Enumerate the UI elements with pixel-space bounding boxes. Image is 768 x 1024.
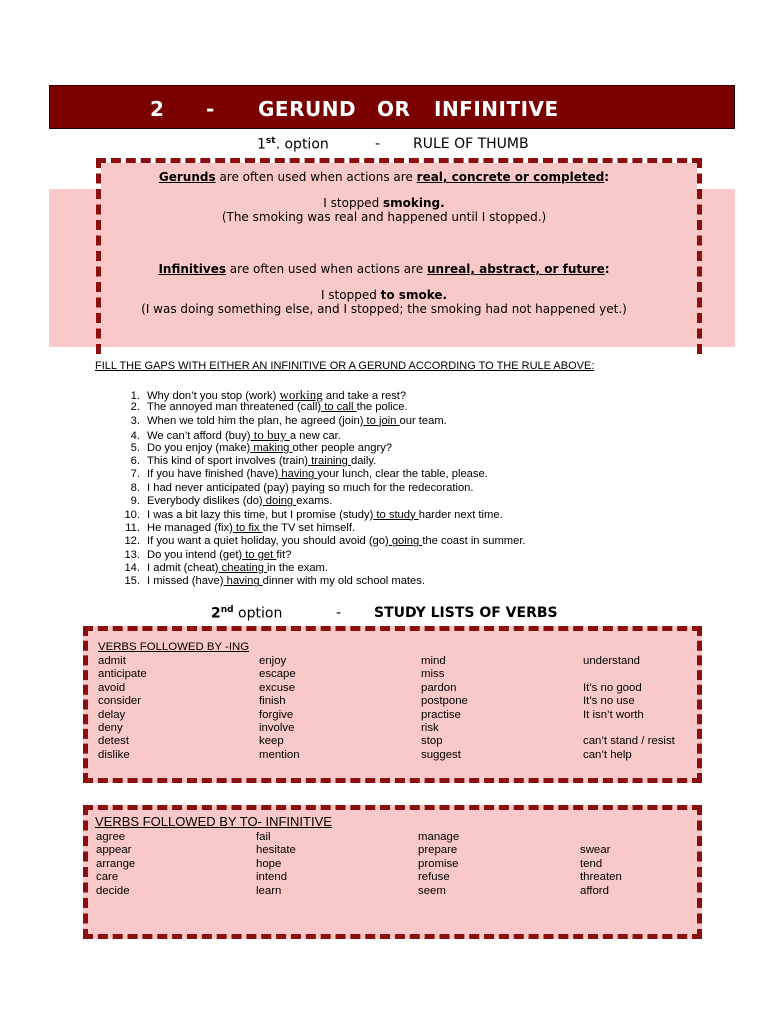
exercise-item-prompt: Everybody dislikes (do) — [147, 495, 263, 508]
verb-item: intend — [256, 871, 288, 884]
infinitive-example-note: (I was doing something else, and I stopped; the smoking had not happened yet.) — [141, 302, 627, 316]
verb-item: learn — [256, 884, 282, 897]
exercise-item-number: 1. — [130, 390, 140, 402]
verb-item: admit — [98, 655, 126, 667]
exercise-item-answer: working — [279, 387, 323, 402]
exercise-item-number: 11. — [125, 521, 140, 534]
exercise-item-answer: having — [223, 575, 263, 588]
option2-label: 2nd option — [211, 605, 283, 622]
option2-dash: - — [336, 605, 342, 621]
verb-item: keep — [259, 735, 284, 748]
exercise-item-answer: to fix — [232, 521, 263, 534]
verb-item: practise — [421, 708, 461, 721]
exercise-item — [110, 468, 526, 481]
exercise-item-number: 10. — [124, 508, 140, 521]
exercise-item — [110, 428, 526, 441]
title-word-gerund: GERUND — [258, 97, 357, 121]
verb-item: stop — [421, 735, 443, 748]
exercise-item-rest: dinner with my old school mates. — [262, 575, 425, 588]
infinitive-verbs-heading: VERBS FOLLOWED BY TO- INFINITIVE — [95, 814, 332, 829]
verb-item: threaten — [580, 871, 622, 884]
exercise-item-answer: to call — [321, 401, 357, 414]
option2-title: STUDY LISTS OF VERBS — [374, 605, 558, 621]
exercise-item-prompt: When we told him the plan, he agreed (join) — [147, 414, 364, 427]
verb-item: arrange — [96, 857, 136, 870]
exercise-item-rest: daily. — [350, 454, 377, 467]
verb-item: deny — [98, 721, 123, 734]
exercise-item-rest: our team. — [399, 414, 447, 427]
exercise-item-answer: having — [278, 468, 318, 481]
verb-item: finish — [259, 695, 286, 708]
exercise-item — [110, 535, 526, 548]
exercise-item-number: 13. — [124, 548, 140, 561]
exercise-item-prompt: He managed (fix) — [147, 521, 233, 534]
exercise-item-prompt: I was a bit lazy this time, but I promise (study) — [147, 508, 374, 521]
exercise-item-rest: your lunch, clear the table, please. — [317, 468, 488, 481]
rule-box-border — [96, 158, 702, 354]
verb-item: It’s no use — [583, 695, 635, 708]
exercise-item-prompt: I had never anticipated (pay) paying so much for the redecoration. — [147, 481, 474, 494]
exercise-item-prompt: If you want a quiet holiday, you should avoid (go) — [147, 535, 389, 548]
exercise-item-answer: doing — [262, 495, 297, 508]
verb-item: seem — [418, 884, 446, 897]
verb-item: refuse — [418, 871, 450, 884]
exercise-item-prompt: Why don’t you stop (work) — [147, 390, 280, 402]
title-number: 2 — [150, 97, 165, 121]
verb-item: detest — [98, 735, 130, 748]
exercise-item — [110, 509, 526, 522]
exercise-item-answer: to study — [373, 508, 419, 521]
inf-col-3 — [418, 831, 459, 898]
verb-item: excuse — [259, 681, 296, 694]
exercise-item-prompt: We can’t afford (buy) — [147, 430, 251, 443]
option1-title: RULE OF THUMB — [413, 136, 529, 152]
exercise-item — [110, 562, 526, 575]
exercise-item-rest: other people angry? — [292, 441, 393, 454]
verb-item: mind — [421, 655, 446, 667]
verb-item: tend — [580, 857, 603, 870]
verb-item: consider — [98, 695, 142, 708]
exercise-item-rest: and take a rest? — [322, 390, 407, 402]
exercise-item-number: 2. — [130, 401, 140, 414]
exercise-item — [110, 401, 526, 414]
gerund-example-note: (The smoking was real and happened until I stopped.) — [221, 210, 547, 224]
verb-item — [580, 831, 622, 844]
exercise-item-answer: to get — [242, 548, 277, 561]
ing-col-4 — [583, 655, 675, 762]
verb-item — [583, 668, 675, 681]
exercise-item-prompt: I missed (have) — [147, 575, 224, 588]
verb-item: delay — [98, 708, 126, 721]
verb-item: prepare — [418, 844, 458, 857]
verb-item: understand — [583, 655, 640, 667]
verb-item: avoid — [98, 681, 126, 694]
verb-item: anticipate — [98, 668, 147, 681]
ing-col-3 — [421, 655, 468, 762]
exercise-item-prompt: The annoyed man threatened (call) — [147, 401, 322, 414]
verb-item: promise — [418, 857, 459, 870]
exercise-item — [110, 415, 526, 428]
option1-label: 1st. option — [257, 136, 329, 153]
exercise-list — [110, 388, 526, 589]
exercise-item-prompt: Do you enjoy (make) — [147, 441, 251, 454]
inf-col-1 — [96, 831, 135, 898]
exercise-item — [110, 482, 526, 495]
exercise-item-rest: in the exam. — [267, 562, 328, 575]
verb-item: risk — [421, 721, 439, 734]
exercise-item — [110, 522, 526, 535]
verb-item: agree — [96, 831, 126, 843]
verb-item: It’s no good — [583, 681, 642, 694]
verb-item: escape — [259, 668, 296, 681]
exercise-item-rest: harder next time. — [418, 508, 503, 521]
verb-item: suggest — [421, 748, 461, 761]
verb-item: decide — [96, 884, 130, 897]
exercise-item-number: 12. — [124, 535, 140, 548]
exercise-item-answer: making — [250, 441, 293, 454]
verb-item: involve — [259, 721, 295, 734]
verb-item: can’t help — [583, 748, 632, 761]
infinitive-example: I stopped to smoke. — [320, 288, 448, 302]
exercise-item-answer: training — [308, 454, 351, 467]
exercise-item-rest: the coast in summer. — [422, 535, 526, 548]
verb-item — [583, 722, 675, 735]
exercise-item — [110, 442, 526, 455]
verb-item: pardon — [421, 681, 457, 694]
verb-item: can’t stand / resist — [583, 735, 675, 748]
exercise-item-answer: cheating — [218, 562, 268, 575]
exercise-item-prompt: I admit (cheat) — [147, 562, 219, 575]
exercise-item — [110, 549, 526, 562]
exercise-item-rest: the police. — [356, 401, 408, 414]
verb-item: postpone — [421, 695, 468, 708]
verb-item: afford — [580, 884, 609, 897]
verb-item: manage — [418, 831, 460, 843]
verb-item: fail — [256, 831, 271, 843]
verb-item: dislike — [98, 748, 130, 761]
exercise-item-rest: a new car. — [289, 430, 341, 443]
exercise-item-rest: exams. — [296, 495, 333, 508]
infinitive-verbs-box — [83, 805, 702, 939]
verb-item: care — [96, 871, 119, 884]
title-word-or: OR — [377, 97, 411, 121]
title-dash: - — [206, 97, 215, 121]
exercise-item-rest: fit? — [276, 548, 292, 561]
verb-item: It isn’t worth — [583, 708, 644, 721]
exercise-item-prompt: If you have finished (have) — [147, 468, 279, 481]
exercise-item-answer: to join — [363, 414, 400, 427]
ing-verbs-heading: VERBS FOLLOWED BY -ING — [98, 641, 250, 653]
verb-item: mention — [259, 748, 300, 761]
exercise-item — [110, 388, 526, 401]
exercise-heading: FILL THE GAPS WITH EITHER AN INFINITIVE OR A GERUND ACCORDING TO THE RULE ABOVE: — [95, 360, 595, 372]
inf-col-4 — [580, 831, 622, 898]
exercise-item — [110, 575, 526, 588]
verb-item: forgive — [259, 708, 294, 721]
ing-col-1 — [98, 655, 147, 762]
exercise-item-answer: to buy — [250, 427, 290, 443]
gerund-example: I stopped smoking. — [323, 196, 445, 210]
exercise-item-number: 4. — [130, 430, 140, 443]
verb-item: hope — [256, 857, 282, 870]
title-word-infinitive: INFINITIVE — [434, 97, 559, 121]
verb-item: miss — [421, 668, 445, 681]
verb-item: swear — [580, 844, 611, 857]
exercise-item-number: 9. — [130, 495, 140, 508]
exercise-item-prompt: Do you intend (get) — [147, 548, 243, 561]
exercise-item-number: 14. — [124, 562, 140, 575]
verb-item: hesitate — [256, 844, 296, 857]
ing-col-2 — [259, 655, 300, 762]
exercise-item — [110, 495, 526, 508]
exercise-item-answer: going — [388, 535, 423, 548]
exercise-item-prompt: This kind of sport involves (train) — [147, 454, 309, 467]
exercise-item-number: 6. — [130, 454, 140, 467]
verb-item: enjoy — [259, 655, 287, 667]
exercise-item-rest: the TV set himself. — [262, 521, 356, 534]
exercise-item-number: 8. — [130, 481, 140, 494]
exercise-item-number: 15. — [124, 575, 140, 588]
inf-col-2 — [256, 831, 296, 898]
ing-verbs-box — [83, 626, 702, 783]
infinitive-rule: Infinitives are often used when actions are unreal, abstract, or future: — [158, 262, 610, 276]
title-bar — [49, 85, 735, 129]
exercise-item-number: 7. — [130, 468, 140, 481]
exercise-item-number: 3. — [130, 414, 140, 427]
exercise-item-number: 5. — [130, 441, 140, 454]
gerund-rule: Gerunds are often used when actions are real, concrete or completed: — [158, 170, 610, 184]
verb-item: appear — [96, 844, 132, 857]
exercise-item — [110, 455, 526, 468]
option1-dash: - — [375, 136, 381, 152]
